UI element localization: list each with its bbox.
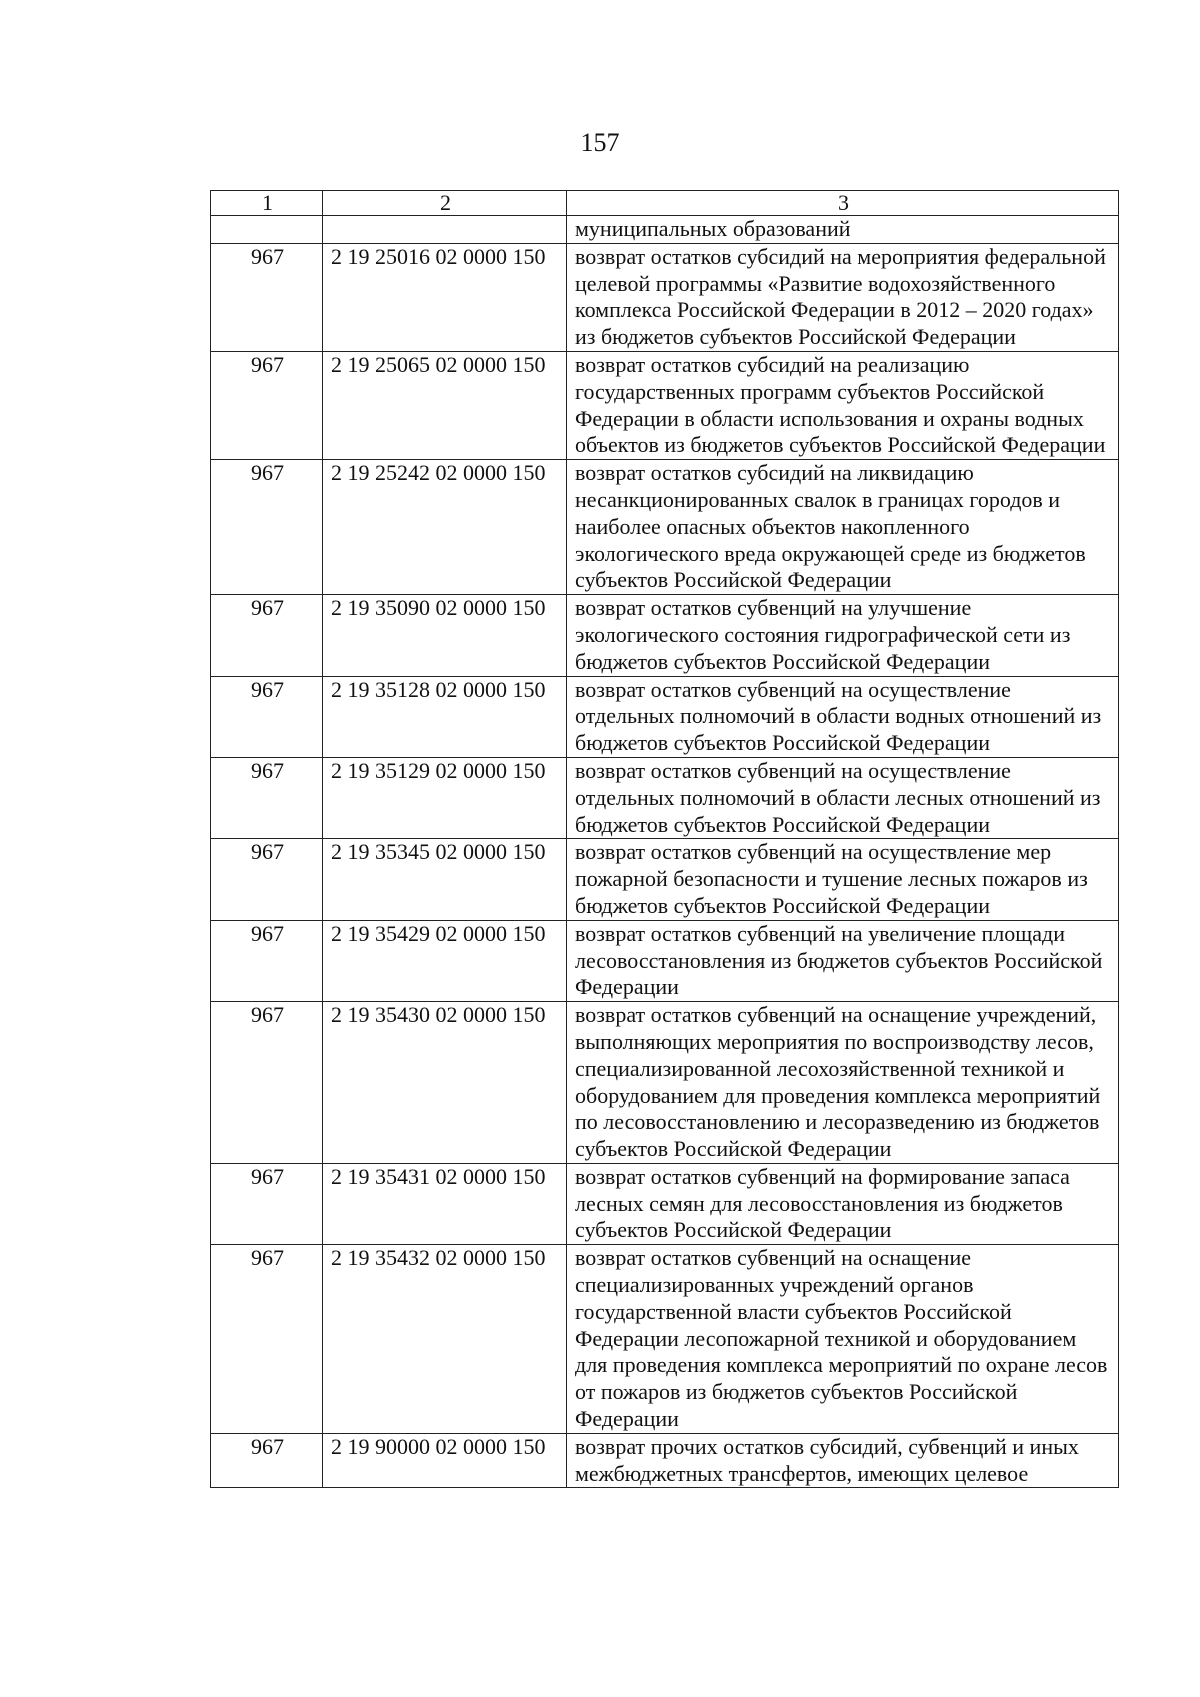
description-cell: возврат остатков субвенций на оснащение специализированных учреждений органов государственной власти субъектов Российской Федерации лесопожарной техникой и оборудованием для проведения комплекса мероприятий по охране лесов от пожаров из бюджетов субъектов Российской Федерации	[567, 1245, 1119, 1434]
description-cell: возврат остатков субвенций на осуществление мер пожарной безопасности и тушение лесных пожаров из бюджетов субъектов Российской Федерации	[567, 839, 1119, 920]
budget-code-cell: 2 19 25016 02 0000 150	[323, 243, 567, 351]
table-row	[211, 1245, 1119, 1434]
admin-code-cell: 967	[211, 920, 323, 1001]
column-header-2: 2	[323, 191, 567, 216]
description-cell: возврат остатков субсидий на мероприятия федеральной целевой программы «Развитие водохозяйственного комплекса Российской Федерации в 2012 – 2020 годах» из бюджетов субъектов Российской Федерации	[567, 243, 1119, 351]
budget-code-cell: 2 19 35429 02 0000 150	[323, 920, 567, 1001]
admin-code-cell: 967	[211, 1163, 323, 1244]
table-row	[211, 757, 1119, 838]
admin-code-cell: 967	[211, 757, 323, 838]
budget-codes-table	[210, 190, 1119, 1488]
table-row	[211, 243, 1119, 351]
description-cell: возврат остатков субвенций на увеличение площади лесовосстановления из бюджетов субъектов Российской Федерации	[567, 920, 1119, 1001]
table-row	[211, 1433, 1119, 1488]
admin-code-cell: 967	[211, 676, 323, 757]
admin-code-cell: 967	[211, 1002, 323, 1164]
table-row	[211, 839, 1119, 920]
budget-code-cell: 2 19 35345 02 0000 150	[323, 839, 567, 920]
table-row	[211, 460, 1119, 595]
table-row	[211, 351, 1119, 459]
description-cell: возврат остатков субсидий на ликвидацию несанкционированных свалок в границах городов и наиболее опасных объектов накопленного экологического вреда окружающей среде из бюджетов субъектов Российской Федерации	[567, 460, 1119, 595]
budget-code-cell: 2 19 35431 02 0000 150	[323, 1163, 567, 1244]
budget-code-cell: 2 19 35430 02 0000 150	[323, 1002, 567, 1164]
description-cell: возврат прочих остатков субсидий, субвенций и иных межбюджетных трансфертов, имеющих целевое	[567, 1433, 1119, 1488]
page-number: 157	[580, 128, 620, 157]
table-row	[211, 1163, 1119, 1244]
description-cell: возврат остатков субвенций на осуществление отдельных полномочий в области лесных отношений из бюджетов субъектов Российской Федерации	[567, 757, 1119, 838]
admin-code-cell: 967	[211, 595, 323, 676]
table-row	[211, 595, 1119, 676]
budget-code-cell: 2 19 25065 02 0000 150	[323, 351, 567, 459]
budget-code-cell: 2 19 35432 02 0000 150	[323, 1245, 567, 1434]
table-row	[211, 920, 1119, 1001]
admin-code-cell: 967	[211, 351, 323, 459]
budget-code-cell: 2 19 35129 02 0000 150	[323, 757, 567, 838]
description-cell: возврат остатков субсидий на реализацию государственных программ субъектов Российской Федерации в области использования и охраны водных объектов из бюджетов субъектов Российской Федерации	[567, 351, 1119, 459]
admin-code-cell: 967	[211, 460, 323, 595]
continuation-row	[211, 216, 1119, 244]
description-cell: возврат остатков субвенций на оснащение учреждений, выполняющих мероприятия по воспроизводству лесов, специализированной лесохозяйственной техникой и оборудованием для проведения комплекса мероприятий по лесовосстановлению и лесоразведению из бюджетов субъектов Российской Федерации	[567, 1002, 1119, 1164]
budget-code-cell: 2 19 35090 02 0000 150	[323, 595, 567, 676]
table-row	[211, 1002, 1119, 1164]
description-cell: возврат остатков субвенций на формирование запаса лесных семян для лесовосстановления из бюджетов субъектов Российской Федерации	[567, 1163, 1119, 1244]
admin-code-cell: 967	[211, 1245, 323, 1434]
column-header-1: 1	[211, 191, 323, 216]
budget-code-cell: 2 19 25242 02 0000 150	[323, 460, 567, 595]
table-row	[211, 676, 1119, 757]
admin-code-cell: 967	[211, 243, 323, 351]
continuation-text: муниципальных образований	[567, 216, 1119, 244]
empty-cell	[211, 216, 323, 244]
description-cell: возврат остатков субвенций на улучшение экологического состояния гидрографической сети из бюджетов субъектов Российской Федерации	[567, 595, 1119, 676]
table-header-row	[211, 191, 1119, 216]
description-cell: возврат остатков субвенций на осуществление отдельных полномочий в области водных отношений из бюджетов субъектов Российской Федерации	[567, 676, 1119, 757]
budget-code-cell: 2 19 90000 02 0000 150	[323, 1433, 567, 1488]
budget-code-cell: 2 19 35128 02 0000 150	[323, 676, 567, 757]
admin-code-cell: 967	[211, 839, 323, 920]
empty-cell	[323, 216, 567, 244]
admin-code-cell: 967	[211, 1433, 323, 1488]
column-header-3: 3	[567, 191, 1119, 216]
